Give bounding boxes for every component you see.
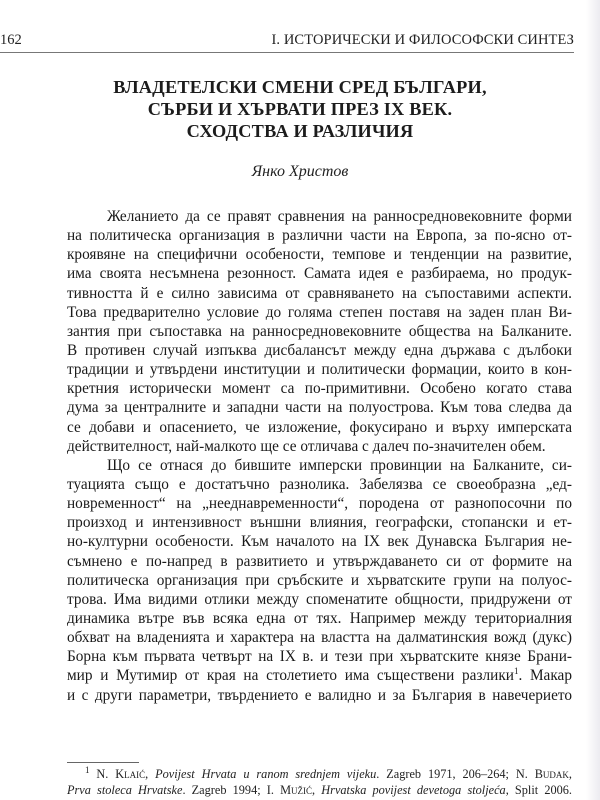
article-title bbox=[40, 76, 560, 142]
text-line-with-footnote: мир и Мутимир от края на столетието има съществени разлики$^1$. Макар bbox=[67, 666, 572, 685]
title-line: СХОДСТВА И РАЗЛИЧИЯ bbox=[186, 121, 414, 141]
page-number: 162 bbox=[0, 32, 22, 48]
text-line: на политическа организация в различни части на Европа, за по-ясно от- bbox=[67, 227, 572, 245]
cited-title: Povijest Hrvata u ranom srednjem vijeku bbox=[155, 767, 377, 781]
text-line: трова. Има видими отлики между споменатите общности, придружени от bbox=[67, 590, 572, 608]
text-line: се добави и опасението, че изложение, фокусирано и върху имперската bbox=[67, 418, 572, 436]
text-line: традиции и утвърдени институции и политически формации, които в кон- bbox=[67, 361, 572, 379]
cited-author: I. Mužić bbox=[266, 783, 313, 797]
text-line: Това предварително условие до голяма степен поставя на заден план Ви- bbox=[67, 303, 572, 321]
cited-author: N. Budak bbox=[515, 767, 569, 781]
footnote bbox=[67, 766, 572, 798]
text-line: Що се отнася до бившите имперски провинции на Балканите, си- bbox=[107, 456, 572, 474]
title-line: СЪРБИ И ХЪРВАТИ ПРЕЗ IX ВЕК. bbox=[147, 99, 453, 119]
running-head bbox=[0, 30, 574, 52]
body-text bbox=[67, 207, 572, 705]
article-author: Янко Христов bbox=[251, 163, 349, 180]
text-line: има своята несъмнена резонност. Самата идея е разбираема, но продук- bbox=[67, 265, 572, 283]
text-line: обхват на владенията и характера на властта на далматинския вожд (дукс) bbox=[67, 629, 572, 647]
text-line: В противен случай изпъква дисбалансът между една държава с дълбоки bbox=[67, 341, 572, 359]
footnote-rule bbox=[67, 762, 139, 763]
text-line: кроявяне на специфични особености, темпове и тенденции на развитие, bbox=[67, 246, 572, 264]
text-line: съмнено е по-напред в развитието и утвърждаването си от формите на bbox=[67, 552, 572, 570]
text-line: действителност, най-малкото ще се отличава с далеч по-значителен обем. bbox=[67, 437, 546, 455]
footnote-line: Prva stoleca Hrvatske. Zagreb 1994; I. Mužić, Hrvatska povijest devetoga stoljeća, Split 2006. bbox=[67, 783, 572, 797]
text-line: произход и интензивност външни влияния, географски, стопански и ет- bbox=[67, 514, 572, 532]
text-line: Желанието да се правят сравнения на ранносредновековните форми bbox=[107, 208, 572, 225]
text-line: Борна към първата четвърт на IX в. и тези при хърватските князе Брани- bbox=[67, 648, 572, 666]
text-line: политическа организация при сръбските и хърватските групи на полуос- bbox=[67, 571, 572, 589]
text-line: туацията също е достатъчно разнолика. Забелязва се своеобразна „ед- bbox=[67, 475, 572, 493]
text-line: дума за централните и западни части на полуострова. Към това следва да bbox=[67, 399, 572, 417]
cited-author: N. Klaić bbox=[96, 767, 146, 781]
text-line: тивността й е силно зависима от сравняването на съпоставими аспекти. bbox=[67, 284, 572, 302]
section-title: I. ИСТОРИЧЕСКИ И ФИЛОСОФСКИ СИНТЕЗ bbox=[271, 32, 574, 48]
text-line: новременност“ на „нееднавременности“, породена от разнопосочни по bbox=[67, 495, 572, 513]
footnote-reference[interactable]: 1 bbox=[513, 666, 519, 677]
footnote-line: $^1$ N. Klaić, Povijest Hrvata u ranom srednjem vijeku. Zagreb 1971, 206–264; N. Budak, bbox=[85, 764, 572, 781]
cited-title: Prva stoleca Hrvatske bbox=[67, 783, 183, 797]
cited-title: Hrvatska povijest devetoga stoljeća bbox=[321, 783, 506, 797]
footnote-marker: 1 bbox=[85, 764, 90, 775]
text-line: кретния исторически момент са по-примитивни. Особено когато става bbox=[67, 380, 572, 398]
page-edge-shadow bbox=[586, 0, 600, 800]
header-rule bbox=[0, 52, 574, 53]
title-line: ВЛАДЕТЕЛСКИ СМЕНИ СРЕД БЪЛГАРИ, bbox=[113, 77, 487, 97]
text-line: но-културни особености. Към началото на IX век Дунавска България не- bbox=[67, 533, 572, 551]
text-line: зантия при съпоставка на ранносредновековните общества на Балканите. bbox=[67, 322, 572, 340]
text-line: динамика вътре във всяка една от тях. Например между териториалния bbox=[67, 609, 572, 627]
text-line: и с други параметри, твърдението е валидно и за България в навечерието bbox=[67, 686, 572, 704]
